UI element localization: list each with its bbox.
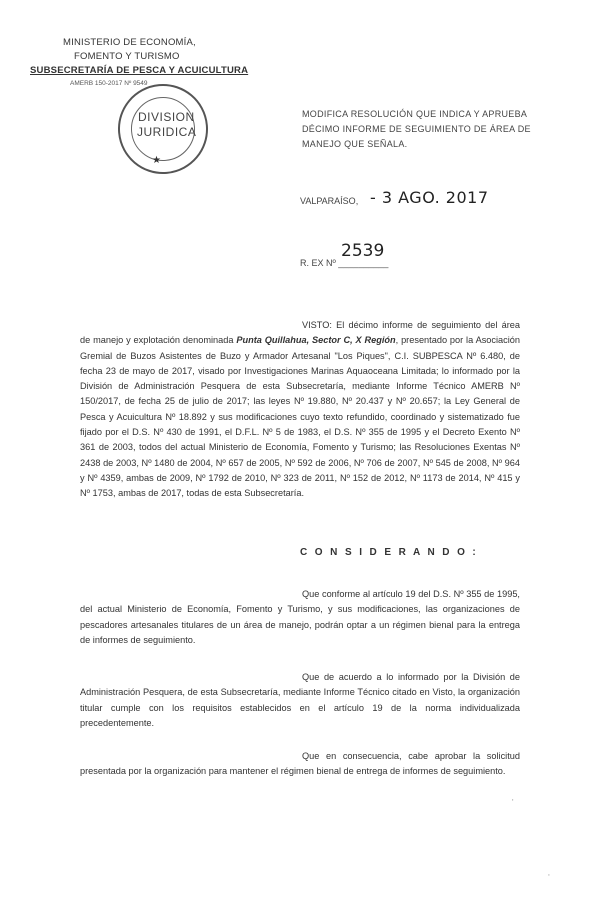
ministry-line-2: FOMENTO Y TURISMO: [74, 51, 180, 62]
document-city: VALPARAÍSO,: [300, 196, 359, 206]
ministry-line-1: MINISTERIO DE ECONOMÍA,: [63, 37, 196, 48]
considerando-paragraph-3: [80, 749, 520, 780]
scan-mark: ': [512, 798, 514, 807]
considerando-paragraph-1: [80, 587, 520, 648]
resolution-number: 2539: [341, 241, 385, 261]
resolution-prefix: R. EX Nº __________: [300, 258, 389, 268]
scan-mark: ‚: [548, 868, 550, 877]
visto-area-name: Punta Quillahua, Sector C, X Región: [236, 335, 396, 346]
considerando-paragraph-2: [80, 670, 520, 731]
document-title: MODIFICA RESOLUCIÓN QUE INDICA Y APRUEBA DÉCIMO INFORME DE SEGUIMIENTO DE ÁREA DE MANEJO QUE SEÑALA.: [302, 109, 531, 149]
reference-code: AMERB 150-2017 Nº 9549: [70, 80, 148, 87]
considerando-text-1: Que conforme al artículo 19 del D.S. Nº 355 de 1995, del actual Ministerio de Economía, Fomento y Turismo, y sus modificaciones, las organizaciones de pescadores artesanales titulares de un área de manejo, podrán optar a un régimen bienal para la entrega de informes de seguimiento.: [80, 589, 520, 645]
visto-paragraph: [80, 318, 520, 502]
visto-text-1: VISTO: El décimo informe de seguimiento del área de manejo y explotación denominada: [80, 320, 520, 346]
star-icon: ★: [152, 155, 161, 166]
subsecretaria-line: SUBSECRETARÍA DE PESCA Y ACUICULTURA: [30, 65, 249, 76]
considerando-text-2: Que de acuerdo a lo informado por la División de Administración Pesquera, de esta Subsecretaría, mediante Informe Técnico citado en Visto, la organización titular cumple con los requisitos establecidos en el artículo 19 de la norma individualizada precedentemente.: [80, 672, 520, 728]
visto-text-2: , presentado por la Asociación Gremial de Buzos Asistentes de Buzo y Armador Artesanal "Los Piques", C.I. SUBPESCA Nº 6.480, de fecha 23 de mayo de 2017, visado por Investigaciones Marinas Aquaoceana Limitada; lo informado por la División de Administración Pesquera de esta Subsecretaría, mediante Informe Técnico AMERB Nº 150/2017, de fecha 25 de julio de 2017; las leyes Nº 19.880, Nº 20.437 y Nº 20.657; la Ley General de Pesca y Acuicultura Nº 18.892 y sus modificaciones cuyo texto refundido, coordinado y sistematizado fue fijado por el D.S. Nº 430 de 1991, el D.F.L. Nº 5 de 1983, el D.S. Nº 355 de 1995 y el Decreto Exento Nº 361 de 2003, todos del actual Ministerio de Economía, Fomento y Turismo; las Resoluciones Exentas Nº 2438 de 2003, Nº 1480 de 2004, Nº 657 de 2005, Nº 592 de 2006, Nº 706 de 2007, Nº 545 de 2008, Nº 964 y Nº 4359, ambas de 2009, Nº 1792 de 2010, Nº 323 de 2011, Nº 152 de 2012, Nº 1173 de 2014, Nº 415 y Nº 1753, ambas de 2017, todas de esta Subsecretaría.: [80, 335, 520, 499]
considerando-heading: C O N S I D E R A N D O :: [300, 547, 479, 558]
stamp-line-2: JURIDICA: [137, 125, 197, 139]
considerando-text-3: Que en consecuencia, cabe aprobar la solicitud presentada por la organización para mantener el régimen bienal de entrega de informes de seguimiento.: [80, 751, 520, 777]
stamp-line-1: DIVISION: [138, 110, 195, 124]
document-date: - 3 AGO. 2017: [370, 188, 489, 207]
